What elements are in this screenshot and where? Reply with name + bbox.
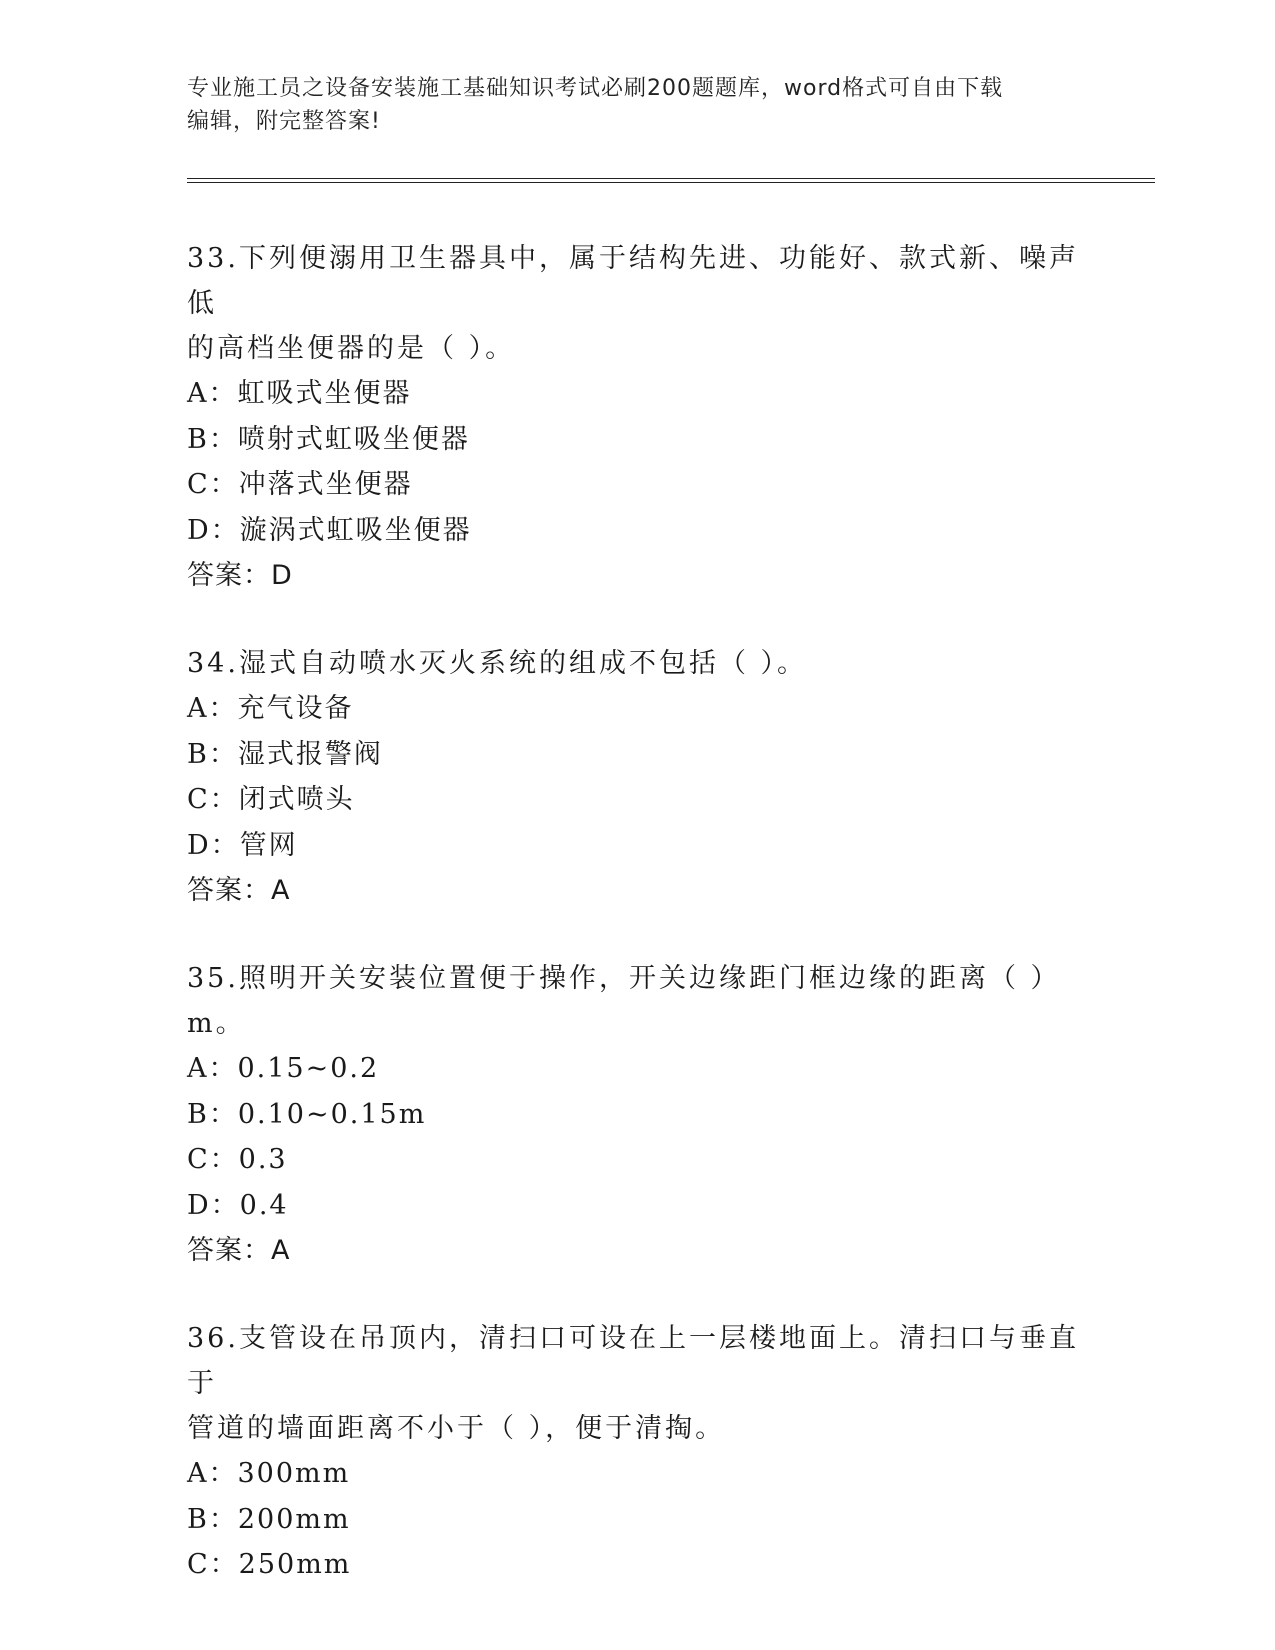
question-34 (187, 641, 1087, 914)
option-a: A：300mm (187, 1458, 351, 1489)
option-c: C：250mm (187, 1549, 352, 1580)
answer-line: 答案：A (187, 875, 291, 906)
question-36 (187, 1316, 1087, 1588)
option-c: C：冲落式坐便器 (187, 469, 413, 500)
option-b: B：200mm (187, 1503, 351, 1535)
question-stem-line: 管道的墙面距离不小于（ ），便于清掏。 (187, 1413, 726, 1444)
question-stem-line: 35.照明开关安装位置便于操作，开关边缘距门框边缘的距离（ ）m。 (187, 963, 1061, 1039)
option-a: A：0.15~0.2 (187, 1053, 380, 1084)
option-c: C：0.3 (187, 1144, 288, 1175)
question-stem (187, 956, 1087, 1046)
question-stem-line: 的高档坐便器的是（ ）。 (187, 333, 516, 364)
header-divider-bottom (187, 182, 1155, 183)
option-b: B：0.10~0.15m (187, 1098, 427, 1130)
question-list (187, 236, 1087, 1630)
option-d: D：管网 (187, 829, 298, 861)
question-stem (187, 641, 1087, 686)
option-b: B：湿式报警阀 (187, 738, 383, 770)
question-stem (187, 1316, 1087, 1451)
question-stem-line: 34.湿式自动喷水灭火系统的组成不包括（ ）。 (187, 648, 808, 679)
option-a: A：充气设备 (187, 693, 354, 724)
option-b: B：喷射式虹吸坐便器 (187, 423, 470, 455)
question-stem (187, 236, 1087, 371)
document-header (187, 72, 1067, 138)
header-divider-top (187, 178, 1155, 179)
question-35 (187, 956, 1087, 1274)
option-a: A：虹吸式坐便器 (187, 378, 412, 409)
header-line-2: 编辑，附完整答案! (187, 109, 381, 134)
answer-line: 答案：A (187, 1235, 291, 1266)
option-c: C：闭式喷头 (187, 784, 355, 815)
option-d: D：漩涡式虹吸坐便器 (187, 514, 472, 546)
header-line-1: 专业施工员之设备安装施工基础知识考试必刷200题题库，word格式可自由下载 (187, 76, 1004, 101)
answer-line: 答案：D (187, 560, 293, 591)
question-stem-line: 33.下列便溺用卫生器具中，属于结构先进、功能好、款式新、噪声低 (187, 243, 1079, 319)
option-d: D：0.4 (187, 1189, 289, 1221)
question-stem-line: 36.支管设在吊顶内，清扫口可设在上一层楼地面上。清扫口与垂直于 (187, 1323, 1079, 1399)
question-33 (187, 236, 1087, 599)
